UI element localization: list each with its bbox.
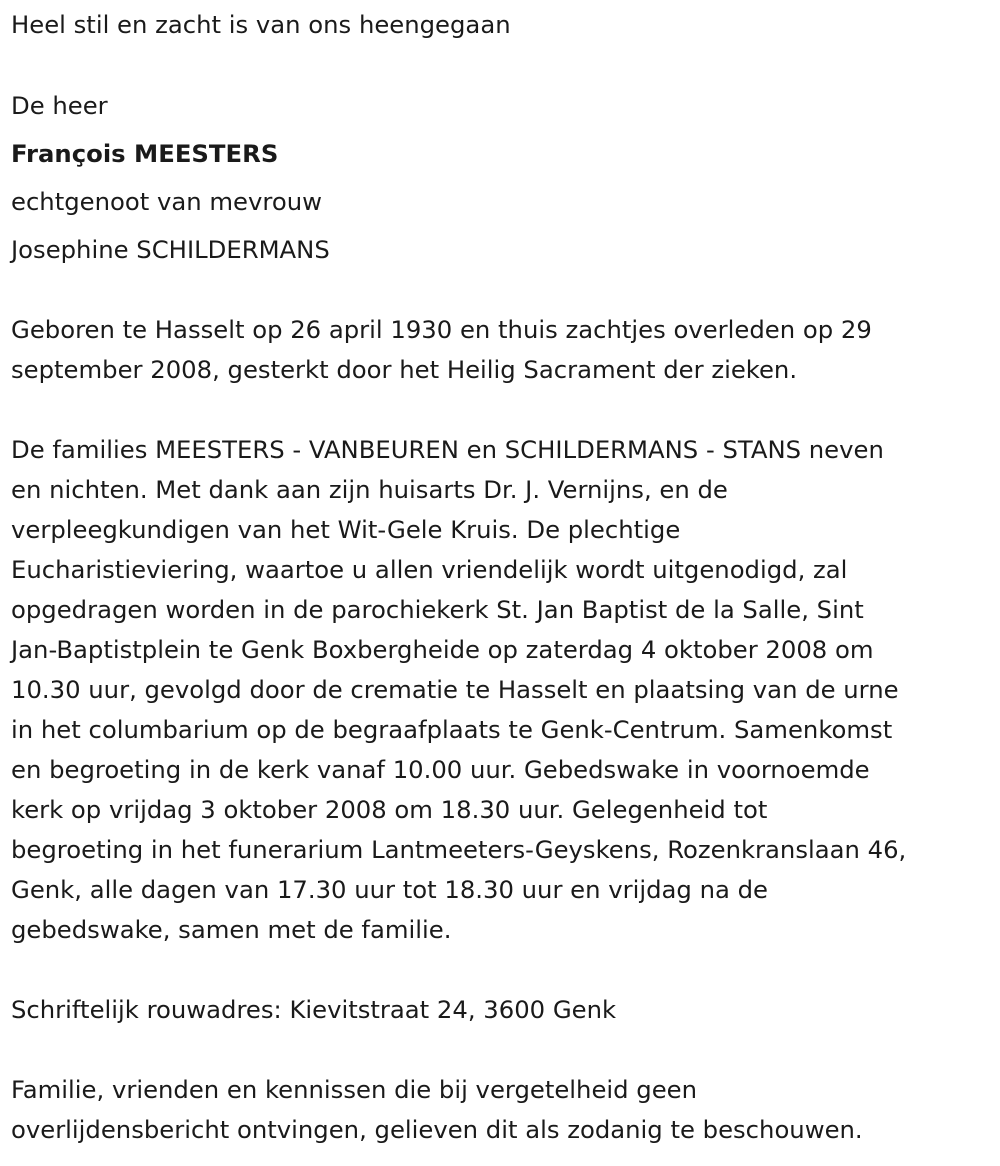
family-paragraph (11, 430, 996, 950)
family-line: Genk, alle dagen van 17.30 uur tot 18.30 uur en vrijdag na de (11, 875, 768, 904)
address-paragraph (11, 990, 996, 1030)
family-line: De families MEESTERS - VANBEUREN en SCHILDERMANS - STANS neven (11, 435, 884, 464)
family-line: opgedragen worden in de parochiekerk St. Jan Baptist de la Salle, Sint (11, 595, 864, 624)
family-line: gebedswake, samen met de familie. (11, 915, 452, 944)
relation-text: echtgenoot van mevrouw (11, 187, 322, 216)
family-line: en begroeting in de kerk vanaf 10.00 uur. Gebedswake in voornoemde (11, 755, 870, 784)
intro-text: Heel stil en zacht is van ons heengegaan (11, 10, 511, 39)
deceased-name: François MEESTERS (11, 139, 279, 168)
birth-paragraph (11, 310, 996, 390)
closing-line: Familie, vrienden en kennissen die bij vergetelheid geen (11, 1075, 698, 1104)
closing-paragraph (11, 1070, 996, 1150)
spouse-name: Josephine SCHILDERMANS (11, 235, 330, 264)
family-line: kerk op vrijdag 3 oktober 2008 om 18.30 uur. Gelegenheid tot (11, 795, 768, 824)
family-line: verpleegkundigen van het Wit-Gele Kruis. De plechtige (11, 515, 681, 544)
address-line: Schriftelijk rouwadres: Kievitstraat 24, 3600 Genk (11, 995, 617, 1024)
family-line: begroeting in het funerarium Lantmeeters-Geyskens, Rozenkranslaan 46, (11, 835, 907, 864)
family-line: en nichten. Met dank aan zijn huisarts Dr. J. Vernijns, en de (11, 475, 728, 504)
family-line: Eucharistieviering, waartoe u allen vriendelijk wordt uitgenodigd, zal (11, 555, 848, 584)
family-line: Jan-Baptistplein te Genk Boxbergheide op zaterdag 4 oktober 2008 om (11, 635, 874, 664)
family-line: 10.30 uur, gevolgd door de crematie te Hasselt en plaatsing van de urne (11, 675, 899, 704)
birth-line: Geboren te Hasselt op 26 april 1930 en thuis zachtjes overleden op 29 (11, 315, 872, 344)
family-line: in het columbarium op de begraafplaats te Genk-Centrum. Samenkomst (11, 715, 893, 744)
closing-line: overlijdensbericht ontvingen, gelieven dit als zodanig te beschouwen. (11, 1115, 863, 1144)
title-prefix: De heer (11, 91, 108, 120)
birth-line: september 2008, gesterkt door het Heilig Sacrament der zieken. (11, 355, 798, 384)
